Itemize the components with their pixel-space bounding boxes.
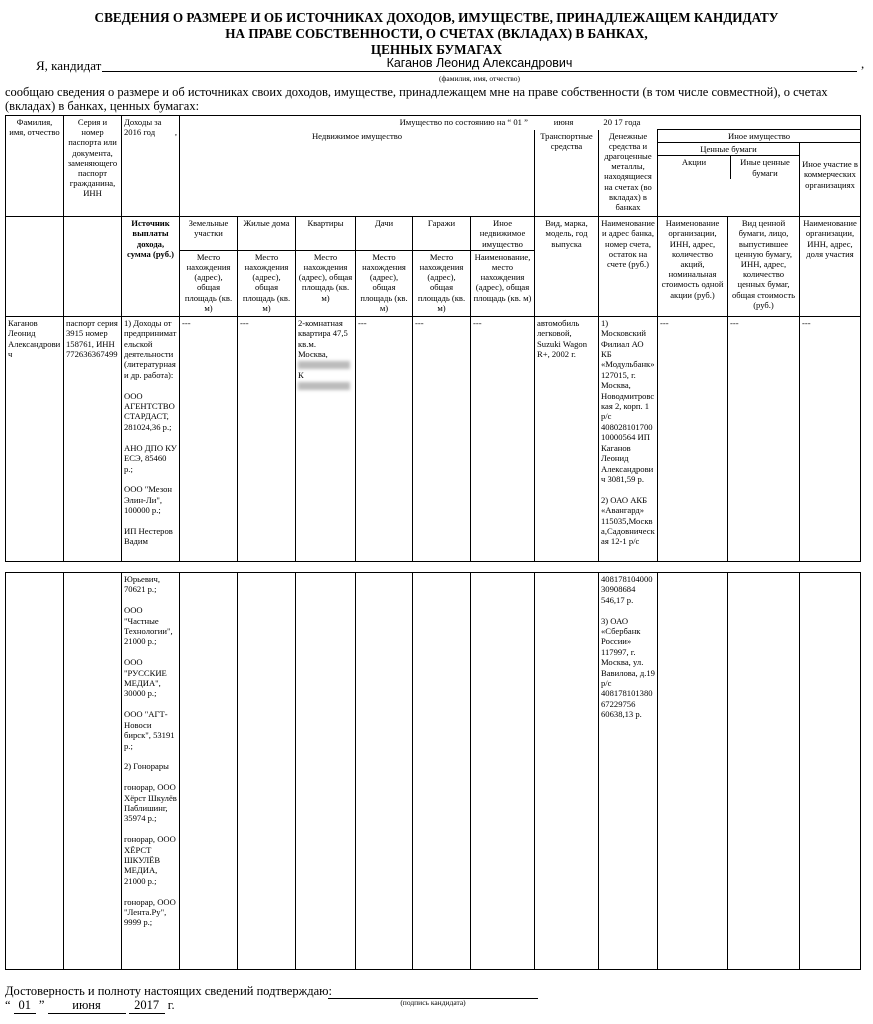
securities-label: Ценные бумаги [658,143,799,156]
signature-line [328,984,538,999]
col-other-securities-desc: Вид ценной бумаги, лицо, выпустившее ценную бумагу, ИНН, адрес, количество ценных бумаг, общая стоимость (руб.) [728,217,800,317]
other-realty-desc-label: Наименование, место нахождения (адрес), общая площадь (кв. м) [471,250,535,316]
col-other-property: Иное имущество [658,130,861,143]
candidate-label: Я, кандидат [36,58,102,73]
cell-transport: автомобиль легковой, Suzuki Wagon R+, 2002 г. [535,316,599,561]
flats-location-label: Место нахождения (адрес), общая площадь (кв. м) [296,250,356,316]
cell-houses: --- [238,316,296,561]
redacted-address-2 [298,382,350,390]
col-shares: Акции [658,156,731,178]
cell-shares: --- [658,316,728,561]
col-shares-desc: Наименование организации, ИНН, адрес, количество акций, номинальная стоимость одной акции (руб.) [658,217,728,317]
signature-date: “ 01 ” июня 2017 г. [5,998,175,1012]
income-year-suffix: год [143,127,156,138]
col-participation-desc: Наименование организации, ИНН, адрес, доля участия [800,217,861,317]
cell-dachas: --- [356,316,413,561]
candidate-comma: , [861,56,865,71]
col-real-estate: Недвижимое имущество [180,130,535,217]
confirmation-text: Достоверность и полноту настоящих сведений подтверждаю: [5,984,332,998]
garages-location-label: Место нахождения (адрес), общая площадь (кв. м) [413,250,471,316]
cell-passport: паспорт серия 3915 номер 158761, ИНН 772636367499 [64,316,122,561]
cell-garages: --- [413,316,471,561]
cell-fio: Каганов Леонид Александрови ч [6,316,64,561]
cell-land: --- [180,316,238,561]
col-other-participation: Иное участие в коммерческих организациях [800,143,861,217]
income-comma: , [174,127,177,138]
col-dachas: Дачи [356,217,413,251]
declaration-table [5,115,861,562]
income-for-label: Доходы за [124,117,162,127]
date-year: 2017 [129,998,165,1014]
houses-location-label: Место нахождения (адрес), общая площадь (кв. м) [238,250,296,316]
cell-flat [296,316,356,561]
income-year: 2016 [124,127,142,138]
document-title: СВЕДЕНИЯ О РАЗМЕРЕ И ОБ ИСТОЧНИКАХ ДОХОДОВ, ИМУЩЕСТВЕ, ПРИНАДЛЕЖАЩЕМ КАНДИДАТУ НА ПРАВЕ СОБСТВЕННОСТИ, О СЧЕТАХ (ВКЛАДАХ) В БАНКАХ, ЦЕННЫХ БУМАГАХ [94,10,779,57]
col-fio: Фамилия, имя, отчество [6,116,64,217]
cell-other-securities: --- [728,316,800,561]
dachas-location-label: Место нахождения (адрес), общая площадь (кв. м) [356,250,413,316]
cell-money-continued: 408178104000 30908684 546,17 р. 3) ОАО «Сбербанк России» 117997, г. Москва, ул. Вавилова, д.19 р/с 408178101380 67229756 60638,13 р. [599,573,658,970]
col-transport: Транспортные средства [535,130,599,217]
signature-hint: (подпись кандидата) [400,998,466,1007]
cell-money: 1) Московский Филиал АО КБ «Модульбанк» 127015, г. Москва, Новодмитровс кая 2, корп. 1 р/с 408028101700 10000564 ИП Каганов Леонид Александрови ч 3081,59 р. 2) ОАО АКБ «Авангард» 115035,Москв а,Садовническ ая 12-1 р/с [599,316,658,561]
col-money: Денежные средства и драгоценные металлы, находящиеся на счетах (во вкладах) в банках [599,130,658,217]
date-month: июня [48,998,126,1014]
property-year: 20 17 [603,117,623,127]
col-land: Земельные участки [180,217,238,251]
candidate-name-hint: (фамилия, имя, отчество) [439,74,520,83]
col-securities [658,143,800,217]
intro-text: сообщаю сведения о размере и об источниках своих доходов, имуществе, принадлежащем мне на праве собственности (в том числе совместной), о счетах (вкладах) в банках, ценных бумагах: [5,85,828,113]
cell-income: 1) Доходы от предпринимат ельской деятельности (литературная и др. работа): ООО АГЕНТСТВО СТАРДАСТ, 281024,36 р.; АНО ДПО КУ ЕСЭ, 85460 р.; ООО "Мезон Элин-Ли", 100000 р.; ИП Нестеров Вадим [122,316,180,561]
property-day: 01 [513,117,522,127]
declaration-table-continued [5,572,861,970]
col-houses: Жилые дома [238,217,296,251]
table-row [6,573,861,970]
col-income-period [122,116,180,217]
col-income-source: Источник выплаты дохода, сумма (руб.) [122,217,180,317]
table-row [6,316,861,561]
flat-tail: К [298,369,304,380]
property-date-header: Имущество по состоянию на “ 01 ” июня 20 17 года [180,116,861,130]
col-garages: Гаражи [413,217,471,251]
candidate-name: Каганов Леонид Александрович [102,56,857,72]
col-passport: Серия и номер паспорта или документа, заменяющего паспорт гражданина, ИНН [64,116,122,217]
property-month: июня [553,117,574,127]
col-flats: Квартиры [296,217,356,251]
col-other-realty: Иное недвижимое имущество [471,217,535,251]
flat-text: 2-комнатная квартира 47,5 кв.м. Москва, [298,317,348,360]
cell-participation: --- [800,316,861,561]
cell-income-continued: Юрьевич, 70621 р.; ООО "Частные Технологии", 21000 р.; ООО "РУССКИЕ МЕДИА", 30000 р.; ООО "АГТ-Новоси бирск", 53191 р.; 2) Гонорары гонорар, ООО Хёрст Шкулёв Паблишинг, 35974 р.; гонорар, ООО ХЁРСТ ШКУЛЁВ МЕДИА, 21000 р.; гонорар, ООО "Лента.Ру", 9999 р.; [122,573,180,970]
col-money-desc: Наименование и адрес банка, номер счета, остаток на счете (руб.) [599,217,658,317]
date-day: 01 [14,998,36,1014]
col-transport-desc: Вид, марка, модель, год выпуска [535,217,599,317]
redacted-address [298,361,350,369]
cell-other-realty: --- [471,316,535,561]
col-other-securities: Иные ценные бумаги [740,157,790,178]
land-location-label: Место нахождения (адрес), общая площадь (кв. м) [180,250,238,316]
